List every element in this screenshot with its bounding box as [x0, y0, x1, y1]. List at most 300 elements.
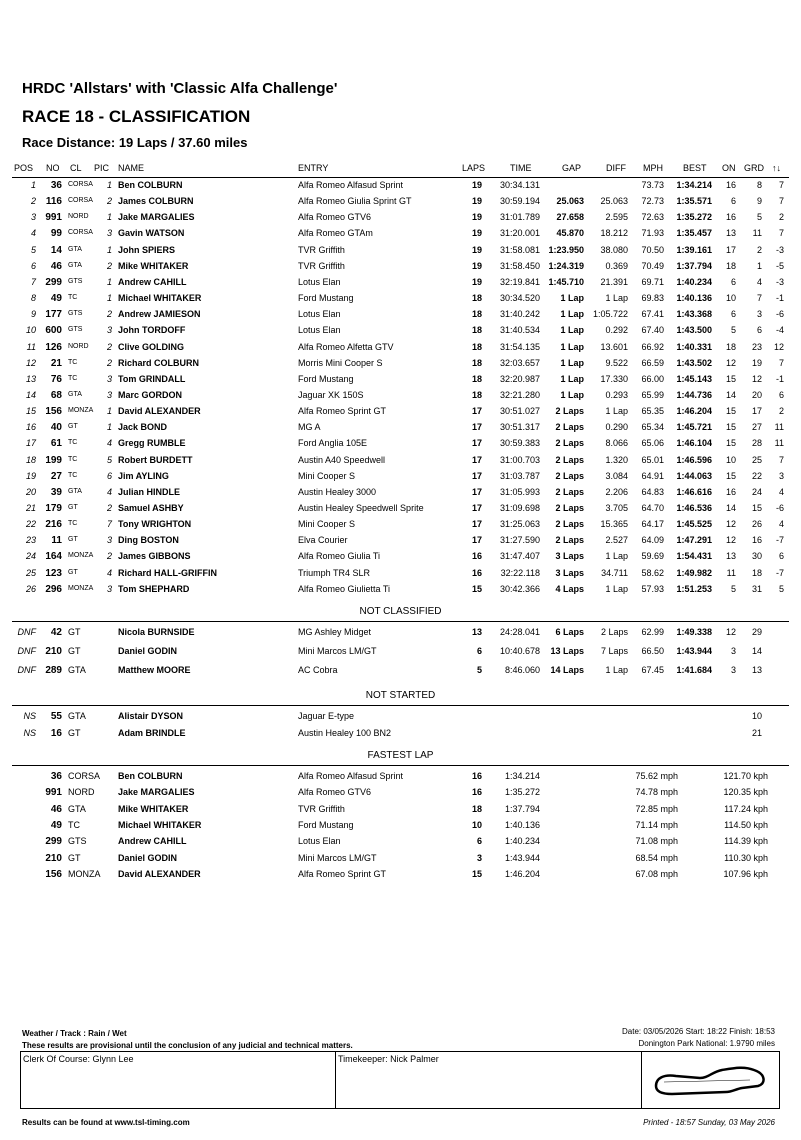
cell-diff: 9.522: [605, 357, 628, 368]
cell-laps: 17: [471, 470, 482, 481]
cell-gap: 2 Laps: [555, 454, 584, 465]
cell-diff: 18.212: [600, 228, 628, 239]
cell-gap: 1 Lap: [560, 293, 584, 304]
table-row: [0, 261, 801, 277]
cell-on: 11: [726, 567, 736, 578]
cell-laps: 17: [471, 406, 482, 417]
cell-entry: Lotus Elan: [298, 309, 341, 320]
cell-time: 31:27.590: [499, 535, 540, 546]
cell-pos: 13: [25, 373, 36, 384]
table-row: [0, 804, 801, 820]
race-title: RACE 18 - CLASSIFICATION: [22, 107, 251, 126]
cell-time: 1:34.214: [504, 771, 540, 781]
cell-best: 1:49.338: [676, 627, 712, 637]
cell-best: 1:35.457: [676, 228, 712, 239]
cell-grd: 11: [752, 228, 762, 239]
cell-places: 7: [778, 180, 784, 190]
cell-places: 11: [774, 422, 784, 433]
cell-class: GTS: [68, 836, 87, 847]
cell-gap: 2 Laps: [555, 503, 584, 513]
cell-best: 1:43.502: [676, 357, 712, 368]
cell-name: Gavin WATSON: [118, 228, 185, 239]
not-started-title: NOT STARTED: [365, 690, 436, 701]
cell-entry: Mini Marcos LM/GT: [298, 646, 377, 656]
cell-on: 18: [725, 260, 736, 271]
cell-gap: 1 Lap: [560, 325, 584, 336]
cell-on: 18: [725, 341, 736, 352]
cell-time: 31:00.703: [499, 454, 540, 465]
cell-class: GTA: [68, 487, 82, 495]
cell-entry: Elva Courier: [298, 535, 348, 546]
cell-gap: 1 Lap: [560, 309, 584, 320]
cell-class: GTA: [68, 261, 82, 269]
cell-mph: 69.83: [641, 293, 664, 304]
table-row: [0, 406, 801, 422]
clerk-of-course: Clerk Of Course: Glynn Lee: [23, 1054, 134, 1064]
cell-pic: 3: [106, 535, 112, 546]
cell-on: 16: [725, 486, 736, 497]
cell-laps: 5: [476, 665, 482, 675]
cell-places: 4: [778, 519, 784, 530]
cell-pos: NS: [23, 728, 36, 738]
cell-grd: 27: [751, 422, 762, 433]
cell-name: Andrew CAHILL: [118, 836, 187, 847]
cell-grd: 9: [756, 196, 762, 207]
cell-name: Julian HINDLE: [118, 486, 181, 497]
table-row: [0, 293, 801, 309]
cell-gap: 1:23.950: [548, 244, 584, 255]
cell-best: 1:39.161: [676, 244, 712, 255]
cell-mph: 73.73: [641, 180, 664, 190]
cell-pos: 16: [25, 422, 36, 433]
cell-name: Mike WHITAKER: [118, 260, 189, 271]
cell-entry: Alfa Romeo GTAm: [298, 228, 373, 239]
cell-places: 7: [778, 228, 784, 239]
cell-places: 11: [774, 438, 784, 449]
cell-pic: 4: [106, 567, 112, 578]
cell-mph: 64.70: [641, 503, 664, 513]
cell-mph: 65.34: [641, 422, 664, 433]
cell-laps: 19: [471, 212, 482, 223]
cell-pos: 12: [25, 357, 36, 368]
header-time: TIME: [510, 163, 532, 173]
cell-grd: 30: [751, 551, 762, 562]
cell-mph: 69.71: [641, 276, 664, 287]
cell-name: Andrew JAMIESON: [118, 309, 201, 320]
cell-on: 12: [725, 535, 736, 546]
cell-kph: 107.96 kph: [723, 868, 768, 879]
cell-no: 296: [45, 583, 62, 595]
cell-gap: 2 Laps: [555, 422, 584, 433]
cell-name: John SPIERS: [118, 244, 176, 255]
cell-on: 15: [725, 438, 736, 449]
cell-laps: 19: [471, 276, 482, 287]
cell-name: Andrew CAHILL: [118, 276, 187, 287]
table-row: [0, 836, 801, 852]
cell-name: Clive GOLDING: [118, 341, 185, 352]
cell-on: 14: [725, 503, 736, 513]
section-divider: [12, 765, 789, 766]
cell-laps: 18: [471, 341, 482, 352]
cell-pos: 20: [25, 486, 36, 497]
header-places-icon: ↑↓: [772, 163, 781, 173]
cell-diff: 2.527: [605, 535, 628, 546]
cell-best: 1:54.431: [676, 551, 712, 562]
cell-on: 16: [725, 180, 736, 190]
cell-grd: 24: [751, 486, 762, 497]
cell-time: 30:34.520: [499, 293, 540, 304]
cell-time: 32:19.841: [499, 276, 540, 287]
cell-on: 15: [725, 373, 736, 384]
table-row: [0, 487, 801, 503]
cell-mph: 72.73: [641, 196, 664, 207]
cell-no: 55: [50, 711, 62, 722]
cell-pic: 2: [106, 551, 112, 562]
cell-time: 31:54.135: [499, 341, 540, 352]
cell-no: 99: [50, 228, 62, 240]
cell-mph: 70.50: [641, 244, 664, 255]
cell-lap: 16: [471, 787, 482, 798]
cell-name: John TORDOFF: [118, 325, 186, 336]
cell-grd: 7: [756, 293, 762, 304]
cell-pic: 1: [106, 422, 112, 433]
cell-class: TC: [68, 294, 78, 302]
cell-class: GTA: [68, 803, 86, 814]
cell-time: 10:40.678: [499, 646, 540, 656]
cell-name: Robert BURDETT: [118, 454, 193, 465]
cell-entry: Austin Healey Speedwell Sprite: [298, 503, 424, 513]
cell-best: 1:35.272: [676, 212, 712, 223]
cell-gap: 1:45.710: [548, 276, 584, 287]
cell-no: 210: [45, 852, 62, 864]
cell-entry: Alfa Romeo GTV6: [298, 787, 372, 798]
cell-mph: 58.62: [641, 567, 664, 578]
cell-on: 15: [725, 422, 736, 433]
cell-name: Mike WHITAKER: [118, 803, 189, 814]
cell-laps: 18: [471, 357, 482, 368]
cell-diff: 3.084: [605, 470, 628, 481]
table-row: [0, 228, 801, 244]
cell-places: -7: [775, 567, 784, 578]
cell-entry: Alfa Romeo Alfasud Sprint: [298, 771, 404, 781]
cell-entry: MG Ashley Midget: [298, 627, 372, 637]
cell-diff: 34.711: [601, 567, 628, 578]
cell-laps: 17: [471, 486, 482, 497]
cell-name: Jim AYLING: [118, 470, 169, 481]
cell-grd: 20: [751, 389, 762, 400]
cell-laps: 17: [471, 438, 482, 449]
cell-best: 1:47.291: [676, 535, 712, 546]
cell-pic: 2: [106, 503, 112, 513]
cell-time: 1:46.204: [504, 868, 540, 879]
cell-entry: Jaguar E-type: [298, 711, 355, 721]
cell-on: 16: [725, 212, 736, 223]
cell-name: Jack BOND: [118, 422, 168, 433]
cell-on: 12: [725, 519, 736, 530]
cell-class: MONZA: [68, 584, 94, 592]
cell-best: 1:40.331: [676, 341, 712, 352]
cell-class: GT: [68, 728, 81, 738]
cell-kph: 117.24 kph: [724, 803, 768, 814]
cell-time: 30:59.194: [499, 196, 540, 207]
table-row: [0, 277, 801, 293]
cell-class: GTA: [68, 390, 82, 398]
cell-class: TC: [68, 520, 78, 528]
cell-mph: 72.85 mph: [635, 803, 678, 814]
cell-no: 179: [45, 503, 62, 514]
cell-places: -3: [775, 276, 784, 287]
cell-time: 30:51.027: [499, 406, 540, 417]
cell-gap: 45.870: [556, 228, 584, 239]
cell-places: -7: [775, 535, 784, 546]
cell-time: 32:22.118: [500, 567, 540, 578]
cell-gap: 1 Lap: [560, 357, 584, 368]
cell-best: 1:40.136: [676, 293, 712, 304]
cell-best: 1:44.063: [676, 470, 712, 481]
cell-laps: 13: [471, 627, 482, 637]
cell-class: NORD: [68, 213, 89, 221]
cell-time: 31:25.063: [499, 519, 540, 530]
cell-no: 991: [45, 787, 62, 799]
cell-pos: 4: [30, 228, 36, 239]
cell-entry: Triumph TR4 SLR: [298, 567, 371, 578]
cell-time: 1:40.234: [504, 836, 540, 847]
cell-no: 164: [45, 551, 62, 563]
cell-class: NORD: [68, 342, 89, 350]
cell-time: 31:40.242: [499, 309, 540, 320]
cell-on: 5: [730, 583, 736, 594]
cell-no: 16: [50, 728, 62, 739]
cell-entry: Mini Cooper S: [298, 470, 356, 481]
cell-time: 32:21.280: [499, 389, 540, 400]
table-row: [0, 535, 801, 551]
cell-best: 1:43.944: [676, 646, 712, 656]
cell-entry: Lotus Elan: [298, 276, 341, 287]
cell-mph: 74.78 mph: [635, 787, 678, 798]
table-row: [0, 646, 801, 662]
cell-class: GTS: [68, 277, 83, 285]
cell-class: MONZA: [68, 407, 94, 415]
cell-class: GT: [68, 536, 78, 544]
cell-diff: 38.080: [600, 244, 628, 255]
cell-entry: AC Cobra: [298, 665, 338, 675]
table-row: [0, 787, 801, 803]
cell-class: GT: [68, 423, 78, 431]
table-row: [0, 422, 801, 438]
table-row: [0, 771, 801, 787]
cell-pic: 2: [106, 196, 112, 207]
cell-time: 31:03.787: [499, 470, 540, 481]
cell-time: 31:47.407: [499, 551, 540, 562]
cell-entry: Austin Healey 3000: [298, 486, 377, 497]
cell-pic: 7: [106, 519, 112, 530]
cell-places: 12: [773, 341, 784, 352]
cell-grd: 5: [756, 212, 762, 223]
cell-pos: 14: [25, 389, 36, 400]
cell-time: 30:42.366: [499, 583, 540, 594]
header-best: BEST: [683, 163, 707, 173]
cell-name: Michael WHITAKER: [118, 293, 202, 304]
cell-grd: 17: [751, 406, 762, 417]
cell-on: 6: [730, 309, 736, 320]
cell-gap: 25.063: [556, 196, 584, 207]
section-divider: [12, 621, 789, 622]
cell-places: 2: [778, 406, 784, 417]
cell-gap: 27.658: [556, 212, 584, 223]
cell-places: 6: [778, 551, 784, 562]
cell-time: 30:34.131: [499, 180, 540, 190]
cell-pos: 22: [25, 519, 36, 530]
cell-pos: 2: [30, 196, 36, 207]
cell-no: 27: [50, 470, 62, 482]
cell-name: Jake MARGALIES: [118, 787, 195, 798]
cell-pos: 6: [30, 260, 36, 271]
cell-time: 24:28.041: [499, 627, 540, 637]
cell-pic: 2: [106, 309, 112, 320]
cell-best: 1:43.500: [676, 325, 712, 336]
table-row: [0, 342, 801, 358]
table-row: [0, 325, 801, 341]
cell-diff: 17.330: [600, 373, 628, 384]
cell-places: 6: [778, 389, 784, 400]
fastest-lap-title: FASTEST LAP: [367, 750, 434, 761]
cell-mph: 67.08 mph: [635, 868, 678, 879]
cell-name: Samuel ASHBY: [118, 503, 184, 513]
provisional-note: These results are provisional until the conclusion of any judicial and technical matters.: [22, 1041, 353, 1050]
cell-on: 15: [725, 406, 736, 417]
table-row: [0, 711, 801, 727]
cell-laps: 18: [471, 293, 482, 304]
cell-entry: Ford Mustang: [298, 819, 354, 830]
cell-pos: 25: [25, 567, 36, 578]
cell-laps: 17: [471, 454, 482, 465]
cell-places: -1: [775, 293, 784, 304]
cell-class: GTS: [68, 326, 83, 334]
circuit-map-icon: [642, 1052, 779, 1108]
header-laps: LAPS: [462, 163, 486, 173]
cell-on: 3: [730, 665, 736, 675]
table-row: [0, 471, 801, 487]
table-row: [0, 358, 801, 374]
cell-entry: Alfa Romeo Giulietta Ti: [298, 583, 391, 594]
cell-entry: Jaguar XK 150S: [298, 389, 364, 400]
cell-mph: 62.99: [641, 627, 664, 637]
cell-mph: 57.93: [641, 583, 664, 594]
table-row: [0, 627, 801, 643]
cell-class: TC: [68, 819, 80, 830]
header-diff: DIFF: [606, 163, 626, 173]
cell-places: -6: [775, 309, 784, 320]
cell-entry: Ford Mustang: [298, 293, 354, 304]
cell-places: 7: [778, 454, 784, 465]
cell-grd: 25: [751, 454, 762, 465]
header-divider: [12, 177, 789, 178]
cell-no: 76: [50, 373, 62, 385]
cell-entry: TVR Griffith: [298, 803, 345, 814]
cell-pic: 3: [106, 389, 112, 400]
cell-laps: 16: [471, 567, 482, 578]
cell-time: 30:59.383: [499, 438, 540, 449]
cell-class: CORSA: [68, 771, 101, 781]
cell-grd: 8: [756, 180, 762, 190]
cell-mph: 59.69: [641, 551, 664, 562]
cell-no: 14: [50, 244, 62, 256]
cell-laps: 19: [471, 228, 482, 239]
cell-pos: 15: [25, 406, 36, 417]
cell-best: 1:51.253: [676, 583, 712, 594]
weather-track: Weather / Track : Rain / Wet: [22, 1029, 127, 1038]
cell-grd: 22: [751, 470, 762, 481]
cell-name: David ALEXANDER: [118, 868, 201, 879]
cell-name: Ding BOSTON: [118, 535, 179, 546]
printed-line: Printed - 18:57 Sunday, 03 May 2026: [643, 1118, 775, 1127]
cell-diff: 1.320: [605, 454, 628, 465]
cell-places: 2: [778, 212, 784, 223]
cell-no: 11: [51, 535, 62, 547]
table-row: [0, 438, 801, 454]
cell-grd: 6: [756, 325, 762, 336]
table-row: [0, 728, 801, 744]
cell-mph: 70.49: [641, 260, 664, 271]
table-row: [0, 309, 801, 325]
cell-lap: 10: [471, 819, 482, 830]
cell-best: 1:45.143: [676, 373, 712, 384]
cell-mph: 64.17: [641, 519, 664, 530]
cell-diff: 0.369: [605, 260, 628, 271]
cell-class: TC: [68, 374, 78, 382]
table-row: [0, 390, 801, 406]
cell-no: 49: [50, 293, 62, 305]
cell-on: 10: [725, 454, 736, 465]
cell-pos: 26: [25, 583, 36, 594]
cell-pic: 2: [106, 341, 112, 352]
cell-pos: 19: [25, 470, 36, 481]
cell-time: 31:09.698: [499, 503, 540, 513]
table-row: [0, 374, 801, 390]
cell-gap: 1 Lap: [560, 389, 584, 400]
cell-mph: 68.54 mph: [635, 852, 678, 863]
cell-time: 1:35.272: [504, 787, 540, 798]
table-row: [0, 869, 801, 885]
cell-name: Daniel GODIN: [118, 646, 178, 656]
cell-name: Tony WRIGHTON: [118, 519, 192, 530]
cell-name: Tom GRINDALL: [118, 373, 186, 384]
cell-pos: 9: [30, 309, 36, 320]
cell-entry: Alfa Romeo Giulia Sprint GT: [298, 196, 412, 207]
table-row: [0, 853, 801, 869]
cell-laps: 17: [471, 503, 482, 513]
cell-laps: 19: [471, 180, 482, 190]
cell-mph: 67.41: [641, 309, 664, 320]
cell-places: 7: [778, 196, 784, 207]
cell-pos: 11: [26, 341, 36, 352]
cell-pic: 3: [106, 325, 112, 336]
cell-pos: 10: [25, 325, 36, 336]
cell-name: Alistair DYSON: [118, 711, 184, 721]
cell-lap: 18: [471, 803, 482, 814]
cell-on: 12: [725, 627, 736, 637]
cell-class: TC: [68, 471, 78, 479]
cell-entry: TVR Griffith: [298, 244, 345, 255]
cell-time: 31:05.993: [499, 486, 540, 497]
cell-mph: 71.14 mph: [635, 819, 678, 830]
cell-class: TC: [68, 358, 78, 366]
cell-diff: 2.206: [605, 486, 628, 497]
cell-pos: 24: [25, 551, 36, 562]
cell-gap: 6 Laps: [555, 627, 584, 637]
cell-mph: 66.50: [641, 646, 664, 656]
timekeeper: Timekeeper: Nick Palmer: [338, 1054, 439, 1064]
